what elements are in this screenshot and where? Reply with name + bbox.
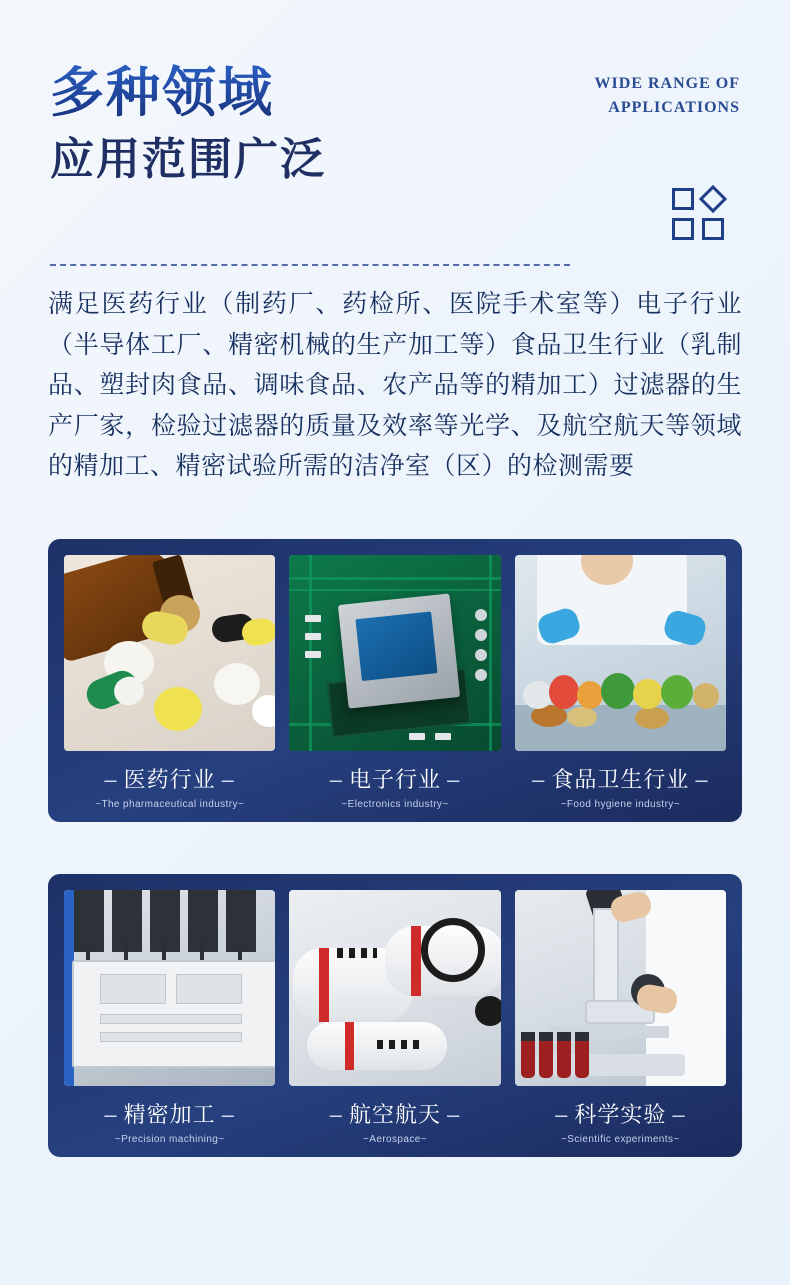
page-title: 多种领域 bbox=[50, 62, 740, 124]
caption-dash-right: – bbox=[221, 766, 235, 792]
caption-dash-left: – bbox=[555, 1101, 569, 1127]
aerospace-image bbox=[289, 890, 500, 1086]
card-caption-cn bbox=[515, 763, 726, 794]
application-card-food-hygiene[interactable] bbox=[515, 555, 726, 810]
applications-panel-row1 bbox=[48, 539, 742, 822]
card-caption-en: ~Precision machining~ bbox=[114, 1133, 225, 1145]
caption-text: 科学实验 bbox=[574, 1101, 667, 1127]
card-caption-en: ~Food hygiene industry~ bbox=[560, 798, 680, 810]
application-card-aerospace[interactable] bbox=[289, 890, 500, 1145]
card-caption-en: ~Scientific experiments~ bbox=[561, 1133, 680, 1145]
caption-dash-right: – bbox=[695, 766, 709, 792]
application-card-electronics[interactable] bbox=[289, 555, 500, 810]
scientific-experiments-image bbox=[515, 890, 726, 1086]
caption-dash-right: – bbox=[447, 766, 461, 792]
food-hygiene-image bbox=[515, 555, 726, 751]
english-title-line1: WIDE RANGE OF bbox=[594, 75, 740, 92]
caption-dash-left: – bbox=[104, 1101, 118, 1127]
application-card-precision-machining[interactable] bbox=[64, 890, 275, 1145]
card-caption-cn bbox=[289, 763, 500, 794]
precision-machining-image bbox=[64, 890, 275, 1086]
applications-panel-row2 bbox=[48, 874, 742, 1157]
page-header bbox=[0, 0, 790, 250]
squares-decoration-icon bbox=[672, 188, 738, 246]
application-card-pharmaceutical[interactable] bbox=[64, 555, 275, 810]
caption-text: 医药行业 bbox=[123, 766, 216, 792]
application-card-scientific-experiments[interactable] bbox=[515, 890, 726, 1145]
card-caption-cn bbox=[289, 1098, 500, 1129]
page-subtitle: 应用范围广泛 bbox=[50, 135, 326, 185]
caption-dash-left: – bbox=[104, 766, 118, 792]
caption-dash-right: – bbox=[221, 1101, 235, 1127]
caption-dash-left: – bbox=[532, 766, 546, 792]
description-paragraph: 满足医药行业（制药厂、药检所、医院手术室等）电子行业（半导体工厂、精密机械的生产加工等）食品卫生行业（乳制品、塑封肉食品、调味食品、农产品等的精加工）过滤器的生产厂家，检验过滤器的质量及效率等光学、及航空航天等领域的精加工、精密试验所需的洁净室（区）的检测需要 bbox=[48, 290, 742, 480]
english-title bbox=[490, 72, 740, 120]
caption-dash-right: – bbox=[447, 1101, 461, 1127]
pharmaceutical-image bbox=[64, 555, 275, 751]
english-title-line2: APPLICATIONS bbox=[608, 99, 740, 116]
caption-text: 食品卫生行业 bbox=[551, 766, 690, 792]
card-caption-en: ~Electronics industry~ bbox=[341, 798, 449, 810]
dashed-divider bbox=[50, 264, 570, 266]
card-caption-cn bbox=[515, 1098, 726, 1129]
card-caption-en: ~Aerospace~ bbox=[363, 1133, 427, 1145]
caption-dash-right: – bbox=[672, 1101, 686, 1127]
card-caption-cn bbox=[64, 1098, 275, 1129]
caption-dash-left: – bbox=[329, 766, 343, 792]
electronics-image bbox=[289, 555, 500, 751]
caption-text: 精密加工 bbox=[123, 1101, 216, 1127]
caption-text: 电子行业 bbox=[348, 766, 441, 792]
caption-dash-left: – bbox=[329, 1101, 343, 1127]
card-caption-en: ~The pharmaceutical industry~ bbox=[95, 798, 245, 810]
card-caption-cn bbox=[64, 763, 275, 794]
caption-text: 航空航天 bbox=[348, 1101, 441, 1127]
